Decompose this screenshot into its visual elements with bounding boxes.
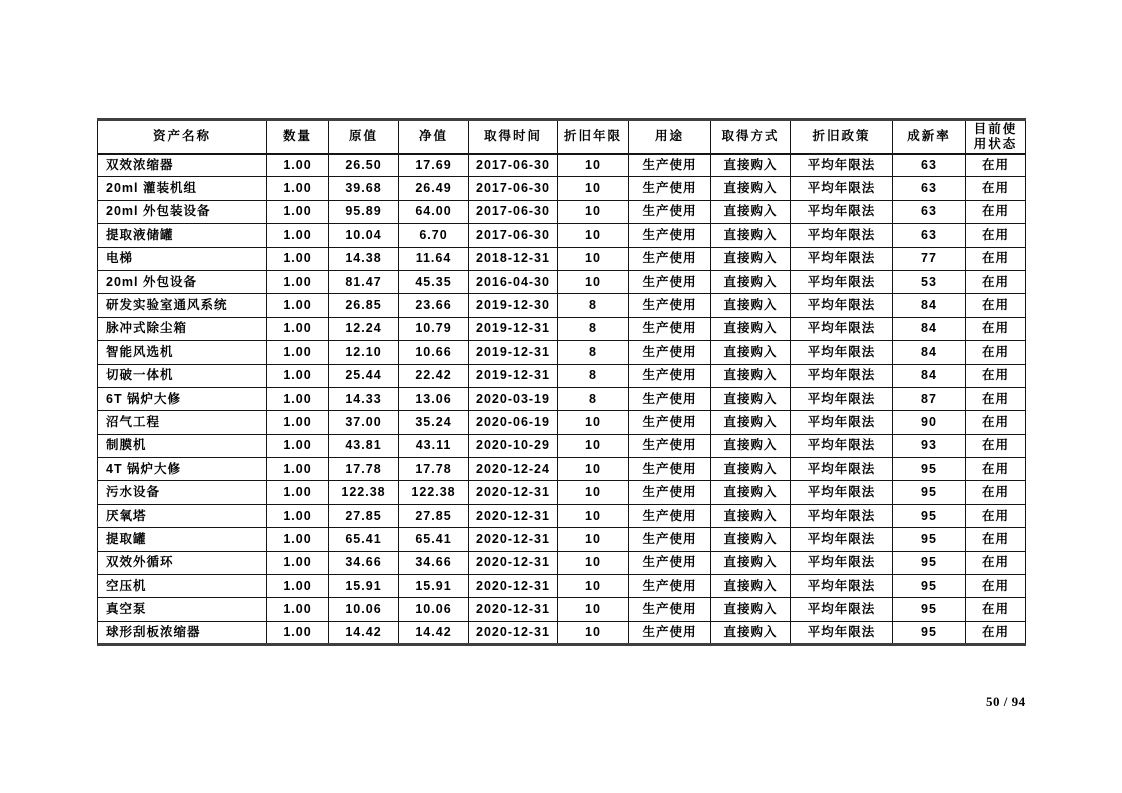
cell-usage-status: 在用 — [966, 177, 1026, 200]
cell-depreciation-policy: 平均年限法 — [791, 154, 893, 177]
cell-depreciation-policy: 平均年限法 — [791, 341, 893, 364]
cell-net-value: 45.35 — [399, 270, 469, 293]
cell-original-value: 122.38 — [329, 481, 399, 504]
column-header-quantity: 数量 — [267, 120, 329, 154]
cell-depreciation-years: 10 — [558, 154, 629, 177]
cell-depreciation-years: 10 — [558, 177, 629, 200]
cell-depreciation-policy: 平均年限法 — [791, 224, 893, 247]
cell-asset-name: 球形刮板浓缩器 — [98, 621, 267, 644]
cell-acquisition-method: 直接购入 — [711, 154, 791, 177]
cell-acquisition-method: 直接购入 — [711, 434, 791, 457]
cell-net-value: 17.69 — [399, 154, 469, 177]
cell-usage-status: 在用 — [966, 434, 1026, 457]
cell-net-value: 35.24 — [399, 411, 469, 434]
cell-acquisition-date: 2020-12-31 — [469, 481, 558, 504]
cell-newness-rate: 84 — [893, 341, 966, 364]
cell-acquisition-date: 2019-12-30 — [469, 294, 558, 317]
cell-newness-rate: 63 — [893, 177, 966, 200]
cell-quantity: 1.00 — [267, 621, 329, 644]
cell-asset-name: 20ml 外包设备 — [98, 270, 267, 293]
table-row — [98, 294, 1026, 317]
cell-asset-name: 提取液储罐 — [98, 224, 267, 247]
cell-usage-status: 在用 — [966, 528, 1026, 551]
cell-quantity: 1.00 — [267, 200, 329, 223]
cell-net-value: 17.78 — [399, 458, 469, 481]
cell-net-value: 11.64 — [399, 247, 469, 270]
cell-depreciation-policy: 平均年限法 — [791, 247, 893, 270]
table-row — [98, 364, 1026, 387]
cell-depreciation-policy: 平均年限法 — [791, 177, 893, 200]
cell-depreciation-policy: 平均年限法 — [791, 598, 893, 621]
cell-acquisition-method: 直接购入 — [711, 551, 791, 574]
cell-usage: 生产使用 — [629, 434, 711, 457]
cell-asset-name: 厌氧塔 — [98, 504, 267, 527]
table-row — [98, 458, 1026, 481]
cell-depreciation-policy: 平均年限法 — [791, 317, 893, 340]
cell-depreciation-years: 8 — [558, 341, 629, 364]
cell-original-value: 26.85 — [329, 294, 399, 317]
cell-original-value: 26.50 — [329, 154, 399, 177]
table-header-row — [98, 120, 1026, 154]
cell-depreciation-policy: 平均年限法 — [791, 481, 893, 504]
cell-original-value: 25.44 — [329, 364, 399, 387]
cell-original-value: 37.00 — [329, 411, 399, 434]
column-header-newness-rate: 成新率 — [893, 120, 966, 154]
cell-original-value: 17.78 — [329, 458, 399, 481]
cell-depreciation-policy: 平均年限法 — [791, 364, 893, 387]
cell-quantity: 1.00 — [267, 294, 329, 317]
cell-newness-rate: 53 — [893, 270, 966, 293]
cell-asset-name: 切破一体机 — [98, 364, 267, 387]
cell-original-value: 34.66 — [329, 551, 399, 574]
table-row — [98, 504, 1026, 527]
table-header — [98, 120, 1026, 154]
cell-depreciation-years: 10 — [558, 411, 629, 434]
cell-depreciation-years: 10 — [558, 224, 629, 247]
cell-acquisition-method: 直接购入 — [711, 528, 791, 551]
cell-quantity: 1.00 — [267, 411, 329, 434]
cell-depreciation-years: 10 — [558, 621, 629, 644]
cell-asset-name: 污水设备 — [98, 481, 267, 504]
cell-depreciation-years: 8 — [558, 364, 629, 387]
cell-net-value: 14.42 — [399, 621, 469, 644]
cell-original-value: 10.04 — [329, 224, 399, 247]
cell-usage-status: 在用 — [966, 294, 1026, 317]
cell-acquisition-method: 直接购入 — [711, 481, 791, 504]
cell-usage-status: 在用 — [966, 575, 1026, 598]
table-row — [98, 154, 1026, 177]
cell-net-value: 27.85 — [399, 504, 469, 527]
cell-asset-name: 20ml 灌装机组 — [98, 177, 267, 200]
cell-usage: 生产使用 — [629, 224, 711, 247]
cell-depreciation-years: 10 — [558, 481, 629, 504]
cell-depreciation-policy: 平均年限法 — [791, 434, 893, 457]
cell-usage: 生产使用 — [629, 387, 711, 410]
cell-asset-name: 制膜机 — [98, 434, 267, 457]
cell-acquisition-date: 2020-06-19 — [469, 411, 558, 434]
cell-acquisition-method: 直接购入 — [711, 387, 791, 410]
cell-usage-status: 在用 — [966, 154, 1026, 177]
column-header-acquisition-date: 取得时间 — [469, 120, 558, 154]
cell-newness-rate: 63 — [893, 200, 966, 223]
cell-quantity: 1.00 — [267, 575, 329, 598]
cell-newness-rate: 95 — [893, 504, 966, 527]
cell-net-value: 23.66 — [399, 294, 469, 317]
cell-newness-rate: 84 — [893, 294, 966, 317]
table-row — [98, 598, 1026, 621]
cell-asset-name: 沼气工程 — [98, 411, 267, 434]
cell-net-value: 15.91 — [399, 575, 469, 598]
cell-depreciation-policy: 平均年限法 — [791, 504, 893, 527]
column-header-net-value: 净值 — [399, 120, 469, 154]
cell-acquisition-method: 直接购入 — [711, 200, 791, 223]
cell-depreciation-years: 10 — [558, 528, 629, 551]
cell-acquisition-date: 2018-12-31 — [469, 247, 558, 270]
table-body — [98, 154, 1026, 645]
cell-asset-name: 双效浓缩器 — [98, 154, 267, 177]
cell-net-value: 64.00 — [399, 200, 469, 223]
cell-quantity: 1.00 — [267, 247, 329, 270]
cell-acquisition-method: 直接购入 — [711, 294, 791, 317]
cell-newness-rate: 87 — [893, 387, 966, 410]
cell-usage: 生产使用 — [629, 411, 711, 434]
column-header-acquisition-method: 取得方式 — [711, 120, 791, 154]
cell-depreciation-policy: 平均年限法 — [791, 387, 893, 410]
cell-usage-status: 在用 — [966, 247, 1026, 270]
cell-acquisition-date: 2017-06-30 — [469, 200, 558, 223]
cell-asset-name: 电梯 — [98, 247, 267, 270]
cell-asset-name: 20ml 外包装设备 — [98, 200, 267, 223]
asset-table — [97, 118, 1026, 646]
cell-depreciation-years: 10 — [558, 551, 629, 574]
column-header-usage-status: 目前使用状态 — [966, 120, 1026, 154]
cell-usage-status: 在用 — [966, 504, 1026, 527]
cell-asset-name: 双效外循环 — [98, 551, 267, 574]
cell-asset-name: 脉冲式除尘箱 — [98, 317, 267, 340]
cell-acquisition-method: 直接购入 — [711, 364, 791, 387]
cell-asset-name: 研发实验室通风系统 — [98, 294, 267, 317]
cell-newness-rate: 93 — [893, 434, 966, 457]
cell-acquisition-method: 直接购入 — [711, 575, 791, 598]
cell-depreciation-years: 10 — [558, 270, 629, 293]
cell-quantity: 1.00 — [267, 434, 329, 457]
cell-usage: 生产使用 — [629, 270, 711, 293]
cell-quantity: 1.00 — [267, 317, 329, 340]
cell-usage: 生产使用 — [629, 364, 711, 387]
cell-usage-status: 在用 — [966, 551, 1026, 574]
cell-acquisition-date: 2019-12-31 — [469, 317, 558, 340]
cell-depreciation-years: 8 — [558, 387, 629, 410]
cell-newness-rate: 95 — [893, 528, 966, 551]
cell-acquisition-date: 2019-12-31 — [469, 364, 558, 387]
cell-acquisition-method: 直接购入 — [711, 317, 791, 340]
cell-newness-rate: 84 — [893, 364, 966, 387]
cell-newness-rate: 95 — [893, 481, 966, 504]
cell-usage-status: 在用 — [966, 387, 1026, 410]
cell-net-value: 43.11 — [399, 434, 469, 457]
cell-net-value: 26.49 — [399, 177, 469, 200]
cell-depreciation-policy: 平均年限法 — [791, 575, 893, 598]
cell-asset-name: 提取罐 — [98, 528, 267, 551]
cell-original-value: 12.10 — [329, 341, 399, 364]
table-row — [98, 411, 1026, 434]
cell-acquisition-method: 直接购入 — [711, 621, 791, 644]
cell-usage: 生产使用 — [629, 154, 711, 177]
cell-depreciation-years: 10 — [558, 598, 629, 621]
cell-usage-status: 在用 — [966, 481, 1026, 504]
cell-newness-rate: 95 — [893, 575, 966, 598]
cell-depreciation-years: 10 — [558, 200, 629, 223]
cell-newness-rate: 90 — [893, 411, 966, 434]
table-row — [98, 551, 1026, 574]
table-row — [98, 434, 1026, 457]
cell-quantity: 1.00 — [267, 154, 329, 177]
cell-original-value: 65.41 — [329, 528, 399, 551]
cell-newness-rate: 63 — [893, 224, 966, 247]
table-row — [98, 575, 1026, 598]
column-header-asset-name: 资产名称 — [98, 120, 267, 154]
cell-usage: 生产使用 — [629, 294, 711, 317]
cell-net-value: 10.66 — [399, 341, 469, 364]
cell-acquisition-method: 直接购入 — [711, 270, 791, 293]
cell-acquisition-date: 2020-12-31 — [469, 598, 558, 621]
cell-quantity: 1.00 — [267, 528, 329, 551]
cell-depreciation-years: 8 — [558, 294, 629, 317]
cell-depreciation-years: 10 — [558, 434, 629, 457]
cell-newness-rate: 95 — [893, 598, 966, 621]
cell-net-value: 13.06 — [399, 387, 469, 410]
cell-usage-status: 在用 — [966, 364, 1026, 387]
cell-original-value: 12.24 — [329, 317, 399, 340]
cell-acquisition-date: 2020-12-31 — [469, 621, 558, 644]
column-header-depreciation-years: 折旧年限 — [558, 120, 629, 154]
cell-quantity: 1.00 — [267, 177, 329, 200]
cell-newness-rate: 95 — [893, 458, 966, 481]
cell-newness-rate: 63 — [893, 154, 966, 177]
cell-usage-status: 在用 — [966, 458, 1026, 481]
cell-acquisition-method: 直接购入 — [711, 458, 791, 481]
cell-acquisition-method: 直接购入 — [711, 177, 791, 200]
cell-quantity: 1.00 — [267, 341, 329, 364]
table-row — [98, 341, 1026, 364]
cell-usage: 生产使用 — [629, 458, 711, 481]
cell-quantity: 1.00 — [267, 481, 329, 504]
cell-newness-rate: 84 — [893, 317, 966, 340]
cell-net-value: 22.42 — [399, 364, 469, 387]
cell-quantity: 1.00 — [267, 387, 329, 410]
cell-acquisition-method: 直接购入 — [711, 504, 791, 527]
cell-depreciation-policy: 平均年限法 — [791, 528, 893, 551]
cell-acquisition-date: 2020-12-31 — [469, 504, 558, 527]
cell-original-value: 15.91 — [329, 575, 399, 598]
cell-original-value: 27.85 — [329, 504, 399, 527]
cell-net-value: 10.79 — [399, 317, 469, 340]
cell-asset-name: 6T 锅炉大修 — [98, 387, 267, 410]
cell-quantity: 1.00 — [267, 270, 329, 293]
cell-usage-status: 在用 — [966, 200, 1026, 223]
cell-net-value: 6.70 — [399, 224, 469, 247]
cell-quantity: 1.00 — [267, 458, 329, 481]
cell-asset-name: 空压机 — [98, 575, 267, 598]
cell-usage: 生产使用 — [629, 551, 711, 574]
cell-depreciation-policy: 平均年限法 — [791, 200, 893, 223]
cell-acquisition-method: 直接购入 — [711, 247, 791, 270]
cell-depreciation-policy: 平均年限法 — [791, 458, 893, 481]
cell-usage: 生产使用 — [629, 200, 711, 223]
cell-depreciation-policy: 平均年限法 — [791, 551, 893, 574]
page-number: 50 / 94 — [986, 694, 1026, 709]
cell-asset-name: 智能风选机 — [98, 341, 267, 364]
column-header-depreciation-policy: 折旧政策 — [791, 120, 893, 154]
table-row — [98, 387, 1026, 410]
cell-acquisition-date: 2020-12-31 — [469, 551, 558, 574]
cell-usage: 生产使用 — [629, 504, 711, 527]
cell-usage: 生产使用 — [629, 598, 711, 621]
cell-depreciation-policy: 平均年限法 — [791, 411, 893, 434]
cell-depreciation-years: 10 — [558, 458, 629, 481]
cell-net-value: 34.66 — [399, 551, 469, 574]
table-row — [98, 528, 1026, 551]
table-row — [98, 200, 1026, 223]
cell-depreciation-years: 10 — [558, 504, 629, 527]
cell-original-value: 14.38 — [329, 247, 399, 270]
cell-asset-name: 4T 锅炉大修 — [98, 458, 267, 481]
table-row — [98, 224, 1026, 247]
cell-usage: 生产使用 — [629, 247, 711, 270]
cell-depreciation-years: 8 — [558, 317, 629, 340]
cell-usage: 生产使用 — [629, 481, 711, 504]
cell-usage-status: 在用 — [966, 341, 1026, 364]
cell-quantity: 1.00 — [267, 224, 329, 247]
cell-original-value: 81.47 — [329, 270, 399, 293]
cell-depreciation-policy: 平均年限法 — [791, 294, 893, 317]
cell-usage: 生产使用 — [629, 621, 711, 644]
cell-original-value: 14.33 — [329, 387, 399, 410]
cell-net-value: 122.38 — [399, 481, 469, 504]
cell-net-value: 65.41 — [399, 528, 469, 551]
cell-newness-rate: 77 — [893, 247, 966, 270]
cell-original-value: 10.06 — [329, 598, 399, 621]
cell-usage-status: 在用 — [966, 598, 1026, 621]
cell-usage: 生产使用 — [629, 575, 711, 598]
cell-acquisition-date: 2016-04-30 — [469, 270, 558, 293]
cell-depreciation-policy: 平均年限法 — [791, 621, 893, 644]
table-row — [98, 317, 1026, 340]
table-row — [98, 621, 1026, 644]
asset-table-container — [97, 118, 1025, 646]
cell-acquisition-date: 2017-06-30 — [469, 177, 558, 200]
column-header-original-value: 原值 — [329, 120, 399, 154]
cell-usage: 生产使用 — [629, 317, 711, 340]
cell-usage: 生产使用 — [629, 528, 711, 551]
cell-usage-status: 在用 — [966, 224, 1026, 247]
cell-usage-status: 在用 — [966, 411, 1026, 434]
table-row — [98, 481, 1026, 504]
cell-newness-rate: 95 — [893, 621, 966, 644]
cell-acquisition-date: 2020-10-29 — [469, 434, 558, 457]
cell-usage: 生产使用 — [629, 341, 711, 364]
cell-acquisition-method: 直接购入 — [711, 341, 791, 364]
cell-depreciation-years: 10 — [558, 247, 629, 270]
cell-quantity: 1.00 — [267, 551, 329, 574]
cell-acquisition-date: 2020-12-31 — [469, 575, 558, 598]
cell-original-value: 95.89 — [329, 200, 399, 223]
cell-acquisition-date: 2020-12-24 — [469, 458, 558, 481]
table-row — [98, 177, 1026, 200]
cell-newness-rate: 95 — [893, 551, 966, 574]
cell-acquisition-method: 直接购入 — [711, 224, 791, 247]
cell-quantity: 1.00 — [267, 504, 329, 527]
cell-acquisition-date: 2020-03-19 — [469, 387, 558, 410]
cell-usage: 生产使用 — [629, 177, 711, 200]
cell-acquisition-date: 2020-12-31 — [469, 528, 558, 551]
cell-original-value: 39.68 — [329, 177, 399, 200]
cell-quantity: 1.00 — [267, 598, 329, 621]
table-row — [98, 270, 1026, 293]
cell-original-value: 43.81 — [329, 434, 399, 457]
cell-acquisition-date: 2017-06-30 — [469, 224, 558, 247]
table-row — [98, 247, 1026, 270]
cell-acquisition-date: 2019-12-31 — [469, 341, 558, 364]
cell-acquisition-method: 直接购入 — [711, 411, 791, 434]
cell-usage-status: 在用 — [966, 621, 1026, 644]
cell-usage-status: 在用 — [966, 317, 1026, 340]
cell-depreciation-policy: 平均年限法 — [791, 270, 893, 293]
cell-quantity: 1.00 — [267, 364, 329, 387]
cell-net-value: 10.06 — [399, 598, 469, 621]
cell-acquisition-date: 2017-06-30 — [469, 154, 558, 177]
cell-depreciation-years: 10 — [558, 575, 629, 598]
column-header-usage: 用途 — [629, 120, 711, 154]
cell-usage-status: 在用 — [966, 270, 1026, 293]
cell-asset-name: 真空泵 — [98, 598, 267, 621]
cell-original-value: 14.42 — [329, 621, 399, 644]
cell-acquisition-method: 直接购入 — [711, 598, 791, 621]
